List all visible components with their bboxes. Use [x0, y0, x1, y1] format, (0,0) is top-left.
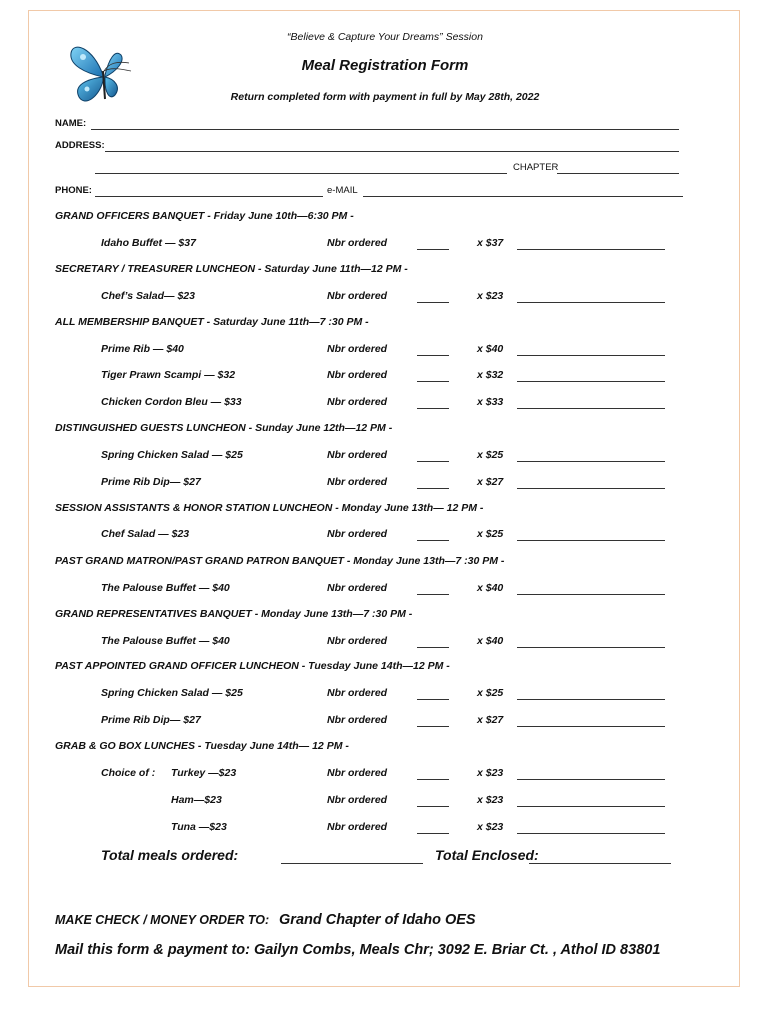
quantity-field[interactable]	[417, 461, 449, 462]
meal-item-label: The Palouse Buffet — $40	[101, 582, 230, 594]
meal-item-label: Turkey —$23	[171, 767, 237, 779]
amount-field[interactable]	[517, 249, 665, 250]
quantity-field[interactable]	[417, 488, 449, 489]
price-multiplier: x $23	[477, 290, 504, 302]
meal-item-label: Chef Salad — $23	[101, 528, 190, 540]
form-page	[28, 10, 740, 987]
meal-item-label: Spring Chicken Salad — $25	[101, 687, 243, 699]
mail-to-text: Mail this form & payment to: Gailyn Combs, Meals Chr; 3092 E. Briar Ct. , Athol ID 83801	[55, 942, 661, 958]
nbr-ordered-label: Nbr ordered	[327, 582, 388, 594]
nbr-ordered-label: Nbr ordered	[327, 449, 388, 461]
quantity-field[interactable]	[417, 355, 449, 356]
quantity-field[interactable]	[417, 806, 449, 807]
quantity-field[interactable]	[417, 699, 449, 700]
price-multiplier: x $37	[477, 237, 504, 249]
quantity-field[interactable]	[417, 779, 449, 780]
nbr-ordered-label: Nbr ordered	[327, 714, 388, 726]
quantity-field[interactable]	[417, 594, 449, 595]
nbr-ordered-label: Nbr ordered	[327, 528, 388, 540]
nbr-ordered-label: Nbr ordered	[327, 369, 388, 381]
section-title: SESSION ASSISTANTS & HONOR STATION LUNCHEON - Monday June 13th— 12 PM -	[55, 502, 484, 514]
section-title: ALL MEMBERSHIP BANQUET - Saturday June 11th—7 :30 PM -	[55, 316, 369, 328]
nbr-ordered-label: Nbr ordered	[327, 767, 388, 779]
phone-field[interactable]	[95, 196, 323, 197]
form-title: Meal Registration Form	[301, 57, 469, 74]
amount-field[interactable]	[517, 726, 665, 727]
section-title: GRAB & GO BOX LUNCHES - Tuesday June 14th— 12 PM -	[55, 740, 349, 752]
amount-field[interactable]	[517, 355, 665, 356]
price-multiplier: x $40	[477, 582, 504, 594]
section-title: PAST APPOINTED GRAND OFFICER LUNCHEON - Tuesday June 14th—12 PM -	[55, 660, 450, 672]
nbr-ordered-label: Nbr ordered	[327, 635, 388, 647]
price-multiplier: x $25	[477, 528, 504, 540]
email-field[interactable]	[363, 196, 683, 197]
address-field[interactable]	[105, 151, 679, 152]
quantity-field[interactable]	[417, 726, 449, 727]
meal-item-label: Prime Rib Dip— $27	[101, 476, 201, 488]
meal-item-label: Tuna —$23	[171, 821, 227, 833]
name-label: NAME:	[55, 118, 87, 129]
amount-field[interactable]	[517, 699, 665, 700]
total-meals-label: Total meals ordered:	[101, 847, 239, 863]
chapter-field[interactable]	[557, 173, 679, 174]
quantity-field[interactable]	[417, 381, 449, 382]
nbr-ordered-label: Nbr ordered	[327, 343, 388, 355]
nbr-ordered-label: Nbr ordered	[327, 476, 388, 488]
nbr-ordered-label: Nbr ordered	[327, 396, 388, 408]
form-subtitle: Return completed form with payment in full by May 28th, 2022	[230, 91, 540, 103]
amount-field[interactable]	[517, 381, 665, 382]
price-multiplier: x $23	[477, 821, 504, 833]
meal-item-label: Chicken Cordon Bleu — $33	[101, 396, 242, 408]
section-title: GRAND REPRESENTATIVES BANQUET - Monday June 13th—7 :30 PM -	[55, 608, 413, 620]
nbr-ordered-label: Nbr ordered	[327, 794, 388, 806]
total-enclosed-label: Total Enclosed:	[435, 847, 539, 863]
section-title: PAST GRAND MATRON/PAST GRAND PATRON BANQUET - Monday June 13th—7 :30 PM -	[55, 555, 505, 567]
section-title: DISTINGUISHED GUESTS LUNCHEON - Sunday June 12th—12 PM -	[55, 422, 393, 434]
price-multiplier: x $25	[477, 449, 504, 461]
meal-item-label: Ham—$23	[171, 794, 222, 806]
total-enclosed-field[interactable]	[529, 863, 671, 864]
quantity-field[interactable]	[417, 408, 449, 409]
amount-field[interactable]	[517, 779, 665, 780]
nbr-ordered-label: Nbr ordered	[327, 237, 388, 249]
make-check-label	[55, 911, 476, 928]
make-check-payee: Grand Chapter of Idaho OES	[279, 912, 476, 928]
price-multiplier: x $40	[477, 343, 504, 355]
section-title: SECRETARY / TREASURER LUNCHEON - Saturday June 11th—12 PM -	[55, 263, 408, 275]
choice-label: Choice of :	[101, 767, 156, 779]
phone-label: PHONE:	[55, 185, 92, 196]
amount-field[interactable]	[517, 408, 665, 409]
price-multiplier: x $32	[477, 369, 504, 381]
price-multiplier: x $27	[477, 714, 504, 726]
meal-item-label: Chef’s Salad— $23	[101, 290, 195, 302]
name-field[interactable]	[91, 129, 679, 130]
amount-field[interactable]	[517, 488, 665, 489]
price-multiplier: x $25	[477, 687, 504, 699]
meal-item-label: Idaho Buffet — $37	[101, 237, 196, 249]
amount-field[interactable]	[517, 594, 665, 595]
meal-item-label: Prime Rib Dip— $27	[101, 714, 201, 726]
quantity-field[interactable]	[417, 647, 449, 648]
price-multiplier: x $40	[477, 635, 504, 647]
quantity-field[interactable]	[417, 833, 449, 834]
amount-field[interactable]	[517, 461, 665, 462]
email-label: e-MAIL	[327, 185, 358, 196]
price-multiplier: x $27	[477, 476, 504, 488]
quantity-field[interactable]	[417, 302, 449, 303]
meal-item-label: Spring Chicken Salad — $25	[101, 449, 243, 461]
total-meals-field[interactable]	[281, 863, 423, 864]
session-title: “Believe & Capture Your Dreams” Session	[287, 31, 483, 43]
meal-item-label: Prime Rib — $40	[101, 343, 184, 355]
section-title: GRAND OFFICERS BANQUET - Friday June 10th—6:30 PM -	[55, 210, 354, 222]
price-multiplier: x $33	[477, 396, 504, 408]
quantity-field[interactable]	[417, 249, 449, 250]
address-line-2-field[interactable]	[95, 173, 507, 174]
meal-item-label: Tiger Prawn Scampi — $32	[101, 369, 236, 381]
price-multiplier: x $23	[477, 794, 504, 806]
amount-field[interactable]	[517, 806, 665, 807]
amount-field[interactable]	[517, 833, 665, 834]
make-check-text: MAKE CHECK / MONEY ORDER TO:	[55, 913, 270, 927]
nbr-ordered-label: Nbr ordered	[327, 687, 388, 699]
address-label: ADDRESS:	[55, 140, 105, 151]
nbr-ordered-label: Nbr ordered	[327, 821, 388, 833]
quantity-field[interactable]	[417, 540, 449, 541]
amount-field[interactable]	[517, 540, 665, 541]
nbr-ordered-label: Nbr ordered	[327, 290, 388, 302]
meal-item-label: The Palouse Buffet — $40	[101, 635, 230, 647]
price-multiplier: x $23	[477, 767, 504, 779]
amount-field[interactable]	[517, 302, 665, 303]
chapter-label: CHAPTER	[513, 162, 559, 173]
amount-field[interactable]	[517, 647, 665, 648]
